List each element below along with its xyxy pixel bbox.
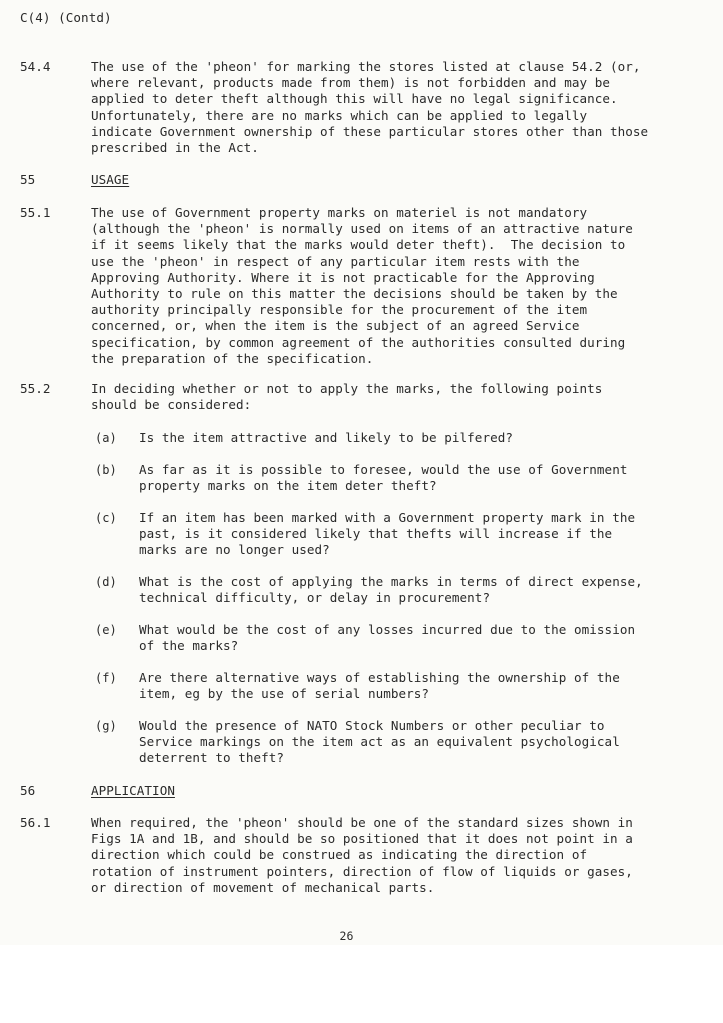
list-item-label-b: (b): [95, 463, 117, 477]
list-item-label-g: (g): [95, 719, 117, 733]
clause-number-54-4: 54.4: [20, 59, 51, 74]
list-item-text-b: As far as it is possible to foresee, would the use of Government property marks on the item deter theft?: [139, 462, 628, 494]
list-item-label-c: (c): [95, 511, 117, 525]
list-item-label-e: (e): [95, 623, 117, 637]
section-heading-application: APPLICATION: [91, 783, 175, 798]
clause-number-55-1: 55.1: [20, 205, 51, 220]
clause-number-56-1: 56.1: [20, 815, 51, 830]
page-number: 26: [339, 929, 354, 943]
clause-number-55-2: 55.2: [20, 381, 51, 396]
clause-text-56-1: When required, the 'pheon' should be one of the standard sizes shown in Figs 1A and 1B, and should be so positioned that it does not point in a direction which could be construed as indicating the direction of rotation of instrument pointers, direction of flow of liquids or gases, or direction of movement of mechanical parts.: [91, 815, 633, 895]
clause-text-55-2: In deciding whether or not to apply the marks, the following points should be considered:: [91, 381, 603, 413]
list-item-text-f: Are there alternative ways of establishing the ownership of the item, eg by the use of serial numbers?: [139, 670, 620, 702]
list-item-text-a: Is the item attractive and likely to be pilfered?: [139, 430, 513, 445]
list-item-label-d: (d): [95, 575, 117, 589]
list-item-text-g: Would the presence of NATO Stock Numbers or other peculiar to Service markings on the item act as an equivalent psychological deterrent to theft?: [139, 718, 620, 766]
section-number-55: 55: [20, 172, 36, 187]
list-item-label-a: (a): [95, 431, 117, 445]
section-number-56: 56: [20, 783, 36, 798]
clause-text-55-1: The use of Government property marks on materiel is not mandatory (although the 'pheon' is normally used on items of an attractive nature if it seems likely that the marks would deter theft). The decision to use the 'pheon' in respect of any particular item rests with the Approving Authority. Where it is not practicable for the Approving Authority to rule on this matter the decisions should be taken by the authority principally responsible for the procurement of the item concerned, or, when the item is the subject of an agreed Service specification, by common agreement of the authorities consulted during the preparation of the specification.: [91, 205, 633, 366]
list-item-text-d: What is the cost of applying the marks in terms of direct expense, technical difficulty, or delay in procurement?: [139, 574, 643, 606]
list-item-label-f: (f): [95, 671, 117, 685]
list-item-text-e: What would be the cost of any losses incurred due to the omission of the marks?: [139, 622, 636, 654]
section-heading-usage: USAGE: [91, 172, 130, 187]
clause-text-54-4: The use of the 'pheon' for marking the stores listed at clause 54.2 (or, where relevant, products made from them) is not forbidden and may be applied to deter theft although this will have no legal significance. Unfortunately, there are no marks which can be applied to legally indicate Government ownership of these particular stores other than those prescribed in the Act.: [91, 59, 649, 156]
continuation-header: C(4) (Contd): [20, 10, 112, 25]
list-item-text-c: If an item has been marked with a Government property mark in the past, is it considered likely that thefts will increase if the marks are no longer used?: [139, 510, 636, 558]
